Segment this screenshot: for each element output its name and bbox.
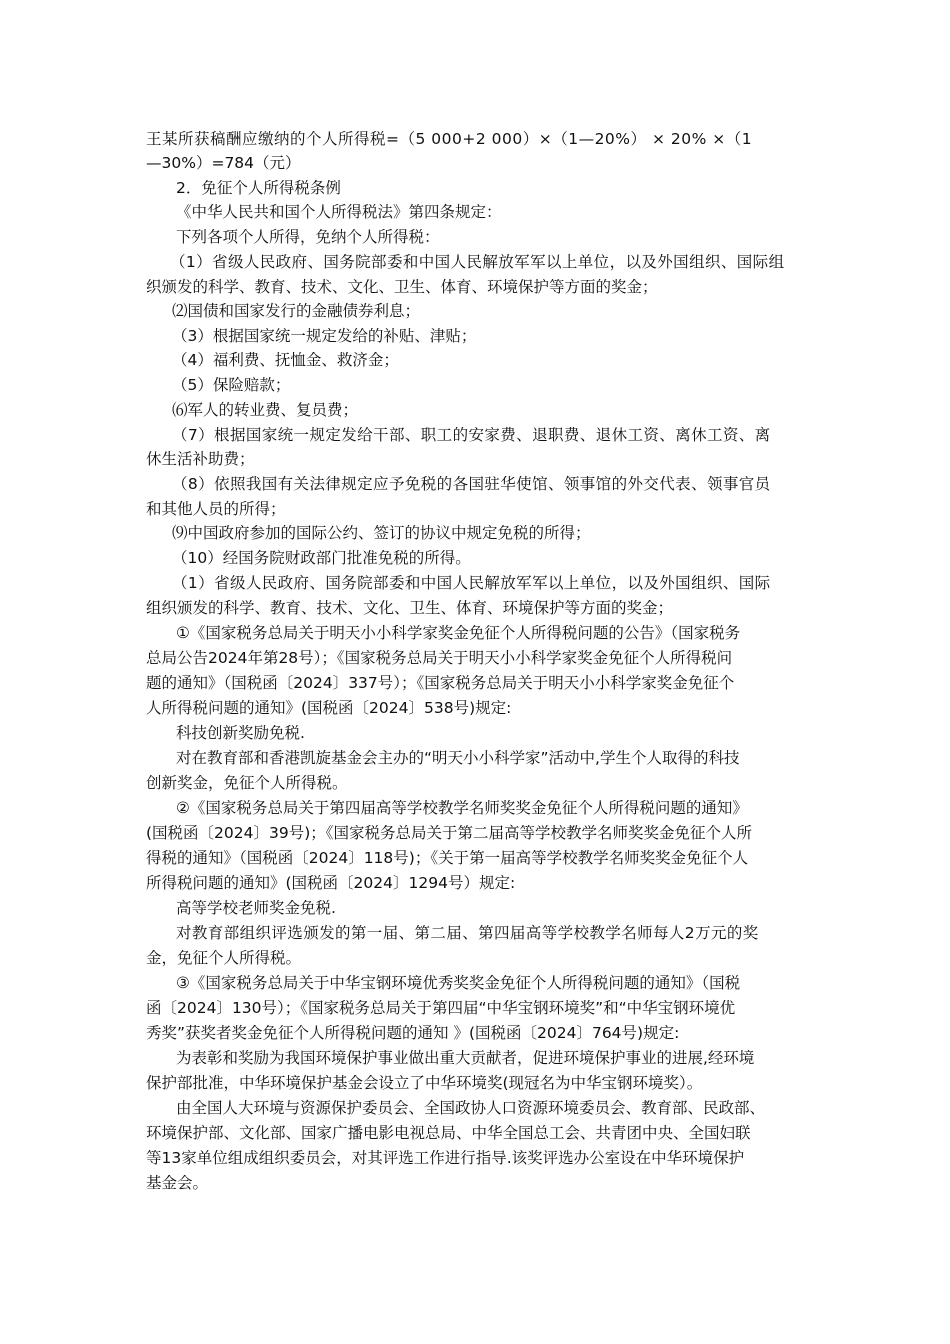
list-item: ⑼中国政府参加的国际公约、签订的协议中规定免税的所得； [172,524,591,542]
text-line: 和其他人员的所得； [146,500,286,518]
section-heading: 2．免征个人所得税条例 [176,179,341,197]
list-item: ⑵国债和国家发行的金融债券利息； [172,302,421,320]
citation-line: 秀奖”获奖者奖金免征个人所得税问题的通知 》(国税函〔2024〕764号)规定: [146,1024,680,1042]
list-item: （4）福利费、抚恤金、救济金； [172,351,399,369]
text-line: 创新奖金，免征个人所得税。 [146,774,348,792]
text-line: 组织颁发的科学、教育、技术、文化、卫生、体育、环境保护等方面的奖金； [146,599,674,617]
list-item: （1）省级人民政府、国务院部委和中国人民解放军军以上单位，以及外国组织、国际 [172,574,771,592]
text-line: 由全国人大环境与资源保护委员会、全国政协人口资源环境委员会、教育部、民政部、 [176,1099,766,1117]
citation-line: 总局公告2024年第28号）；《国家税务总局关于明天小小科学家奖金免征个人所得税问 [146,649,733,667]
list-item: （7）根据国家统一规定发给干部、职工的安家费、退职费、退休工资、离休工资、离 [172,426,771,444]
text-line: 王某所获稿酬应缴纳的个人所得税=（5 000+2 000）×（1—20%） × 20% ×（1 [146,130,753,148]
text-line: 高等学校老师奖金免税. [176,899,336,917]
citation-line: 函〔2024〕130号）；《国家税务总局关于第四届“中华宝钢环境奖”和“中华宝钢环境优 [146,999,736,1017]
list-item: （10）经国务院财政部门批准免税的所得。 [172,549,471,567]
list-item: （5）保险赔款； [172,376,291,394]
list-item: ⑹军人的转业费、复员费； [172,401,359,419]
text-line: —30%）=784（元） [146,154,301,172]
text-line: 《中华人民共和国个人所得税法》第四条规定： [176,203,502,221]
citation-line: ①《国家税务总局关于明天小小科学家奖金免征个人所得税问题的公告》（国家税务 [176,624,741,642]
text-line: 保护部批准，中华环境保护基金会设立了中华环境奖(现冠名为中华宝钢环境奖）。 [146,1074,703,1092]
text-line: 金，免征个人所得税。 [146,949,302,967]
text-line: 下列各项个人所得，免纳个人所得税： [176,228,440,246]
text-line: 基金会。 [146,1174,209,1192]
text-line: 环境保护部、文化部、国家广播电影电视总局、中华全国总工会、共青团中央、全国妇联 [146,1124,751,1142]
citation-line: ③《国家税务总局关于中华宝钢环境优秀奖奖金免征个人所得税问题的通知》（国税 [176,974,741,992]
text-line: 休生活补助费； [146,450,255,468]
text-line: 对在教育部和香港凯旋基金会主办的“明天小小科学家”活动中,学生个人取得的科技 [176,749,740,767]
list-item: （8）依照我国有关法律规定应予免税的各国驻华使馆、领事馆的外交代表、领事官员 [172,475,771,493]
citation-line: 得税的通知》（国税函〔2024〕118号)；《关于第一届高等学校教学名师奖奖金免征个人 [146,849,749,867]
text-line: 科技创新奖励免税. [176,724,305,742]
text-line: 织颁发的科学、教育、技术、文化、卫生、体育、环境保护等方面的奖金； [146,278,658,296]
list-item: （3）根据国家统一规定发给的补贴、津贴； [172,327,477,345]
citation-line: ②《国家税务总局关于第四届高等学校教学名师奖奖金免征个人所得税问题的通知》 [176,799,748,817]
citation-line: 题的通知》（国税函〔2024〕337号）；《国家税务总局关于明天小小科学家奖金免征个 [146,674,735,692]
text-line: 为表彰和奖励为我国环境保护事业做出重大贡献者，促进环境保护事业的进展,经环境 [176,1049,755,1067]
citation-line: 人所得税问题的通知》(国税函〔2024〕538号)规定: [146,699,512,717]
text-line: 对教育部组织评选颁发的第一届、第二届、第四届高等学校教学名师每人2万元的奖 [176,924,759,942]
text-line: 等13家单位组成组织委员会，对其评选工作进行指导.该奖评选办公室设在中华环境保护 [146,1149,745,1167]
citation-line: (国税函〔2024〕39号)；《国家税务总局关于第二届高等学校教学名师奖奖金免征个人所 [146,824,753,842]
list-item: （1）省级人民政府、国务院部委和中国人民解放军军以上单位，以及外国组织、国际组 [170,253,785,271]
citation-line: 所得税问题的通知》(国税函〔2024〕1294号）规定: [146,874,516,892]
